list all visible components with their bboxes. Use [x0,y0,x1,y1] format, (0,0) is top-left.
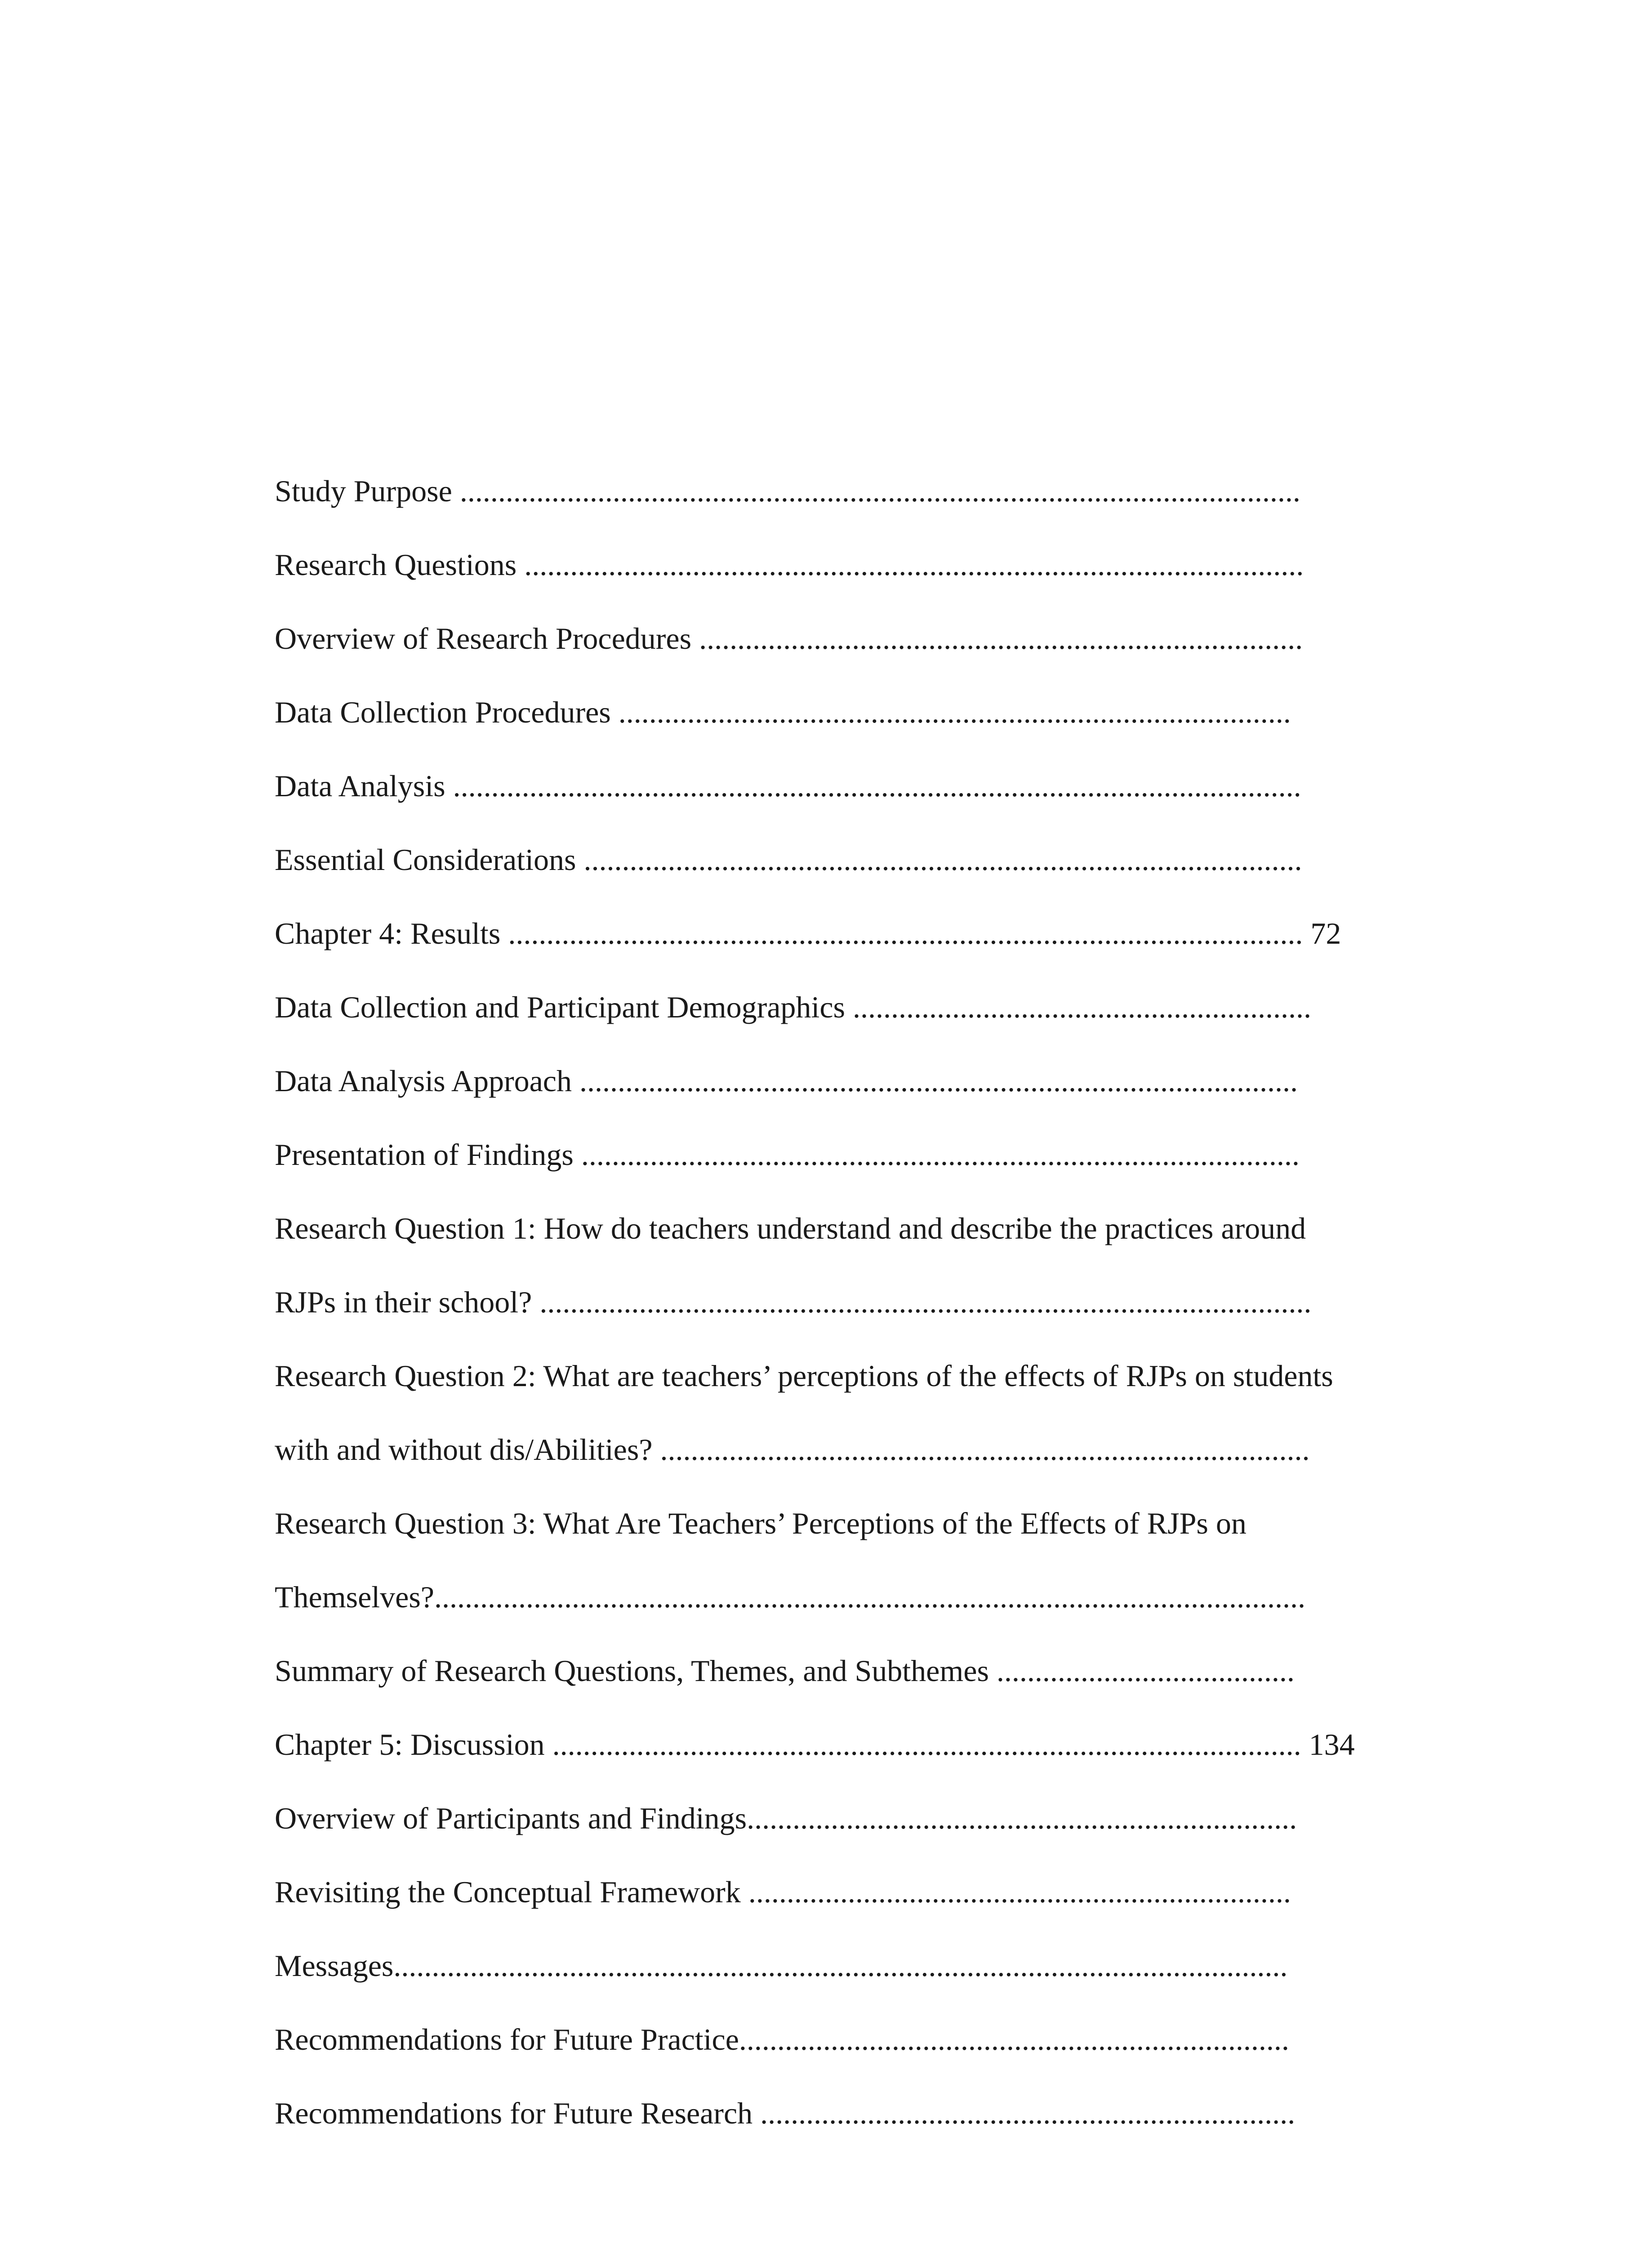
toc-entry-leader: ........................................................................................................ [508,916,1303,950]
toc-entry-leader: ............................................................................... [699,621,1303,656]
toc-entry-label: Chapter 4: Results [275,916,501,950]
toc-entry-research-questions[interactable] [275,528,1416,602]
toc-entry-leader: ........................................................................ [747,1801,1297,1835]
toc-entry-essential-considerations[interactable] [275,823,1416,897]
toc-entry-chapter-5-discussion[interactable] [275,1708,1416,1781]
toc-entry-label: Summary of Research Questions, Themes, and Subthemes [275,1654,989,1688]
toc-entry-label: Recommendations for Future Practice [275,2022,739,2056]
toc-entry-data-analysis[interactable] [275,749,1416,823]
toc-entry-research-question-1[interactable] [275,1191,1416,1265]
toc-entry-chapter-4-results[interactable] [275,897,1416,970]
toc-entry-presentation-of-findings[interactable] [275,1118,1416,1191]
toc-entry-leader: ..................................................................................... [660,1432,1310,1467]
toc-entry-label: Themselves? [275,1580,434,1614]
toc-entry-recommendations-future-practice[interactable] [275,2003,1416,2076]
toc-entry-leader: ............................................................................................................... [453,769,1301,803]
toc-entry-label: Data Analysis [275,769,445,803]
toc-entry-leader: .............................................................................................................. [459,474,1300,508]
toc-entry-leader: ........................................................................ [739,2022,1289,2056]
toc-entry-leader: ..................................................................................................................... [393,1949,1288,1983]
toc-entry-label: Messages [275,1949,394,1983]
toc-entry-leader: ............................................................ [852,990,1311,1024]
toc-entry-leader: .................................................................................................. [552,1727,1301,1762]
toc-entry-research-question-2[interactable] [275,1339,1416,1413]
toc-entry-research-question-2-cont[interactable] [275,1413,1416,1486]
toc-entry-page-number: 72 [1310,916,1341,950]
toc-entry-leader: .............................................................................................. [583,843,1302,877]
toc-entry-page-number: 134 [1309,1727,1355,1762]
toc-entry-label: Research Question 3: What Are Teachers’ Perceptions of the Effects of RJPs on [275,1506,1247,1540]
toc-entry-overview-research-procedures[interactable] [275,602,1416,675]
toc-entry-label: Research Question 2: What are teachers’ perceptions of the effects of RJPs on students [275,1359,1333,1393]
toc-entry-messages[interactable] [275,1929,1416,2003]
toc-entry-label: Overview of Participants and Findings [275,1801,747,1835]
toc-entry-label: Study Purpose [275,474,452,508]
toc-entry-data-analysis-approach[interactable] [275,1044,1416,1118]
toc-entry-research-question-3[interactable] [275,1486,1416,1560]
toc-entry-label: Presentation of Findings [275,1137,574,1172]
toc-entry-data-collection-demographics[interactable] [275,970,1416,1044]
toc-entry-label: Data Collection and Participant Demographics [275,990,845,1024]
toc-entry-label: Overview of Research Procedures [275,621,692,656]
toc-entry-label: RJPs in their school? [275,1285,532,1319]
toc-entry-overview-participants-findings[interactable] [275,1781,1416,1855]
toc-entry-leader: ....................................... [996,1654,1295,1688]
toc-entry-label: Research Questions [275,548,517,582]
toc-entry-leader: ...................................................................... [760,2096,1296,2130]
toc-entry-leader: ..................................................................................................... [539,1285,1312,1319]
toc-entry-label: Data Analysis Approach [275,1064,572,1098]
toc-entry-research-question-3-cont[interactable] [275,1560,1416,1634]
toc-entry-revisiting-conceptual-framework[interactable] [275,1855,1416,1929]
toc-entry-recommendations-future-research[interactable] [275,2076,1416,2150]
toc-entry-label: Chapter 5: Discussion [275,1727,545,1762]
toc-entry-research-question-1-cont[interactable] [275,1265,1416,1339]
table-of-contents [275,454,1416,2150]
toc-entry-label: Recommendations for Future Research [275,2096,753,2130]
toc-entry-label: Revisiting the Conceptual Framework [275,1875,741,1909]
toc-entry-label: Data Collection Procedures [275,695,611,729]
toc-entry-leader: ........................................................................................ [618,695,1291,729]
toc-entry-leader: .................................................................................................................. [434,1580,1305,1614]
toc-entry-label: with and without dis/Abilities? [275,1432,653,1467]
toc-entry-leader: ....................................................................... [748,1875,1291,1909]
toc-entry-data-collection-procedures[interactable] [275,675,1416,749]
toc-entry-leader: ...................................................................................................... [524,548,1304,582]
toc-entry-leader: .............................................................................................. [579,1064,1298,1098]
toc-entry-label: Essential Considerations [275,843,576,877]
toc-entry-study-purpose[interactable] [275,454,1416,528]
toc-entry-summary-research-questions[interactable] [275,1634,1416,1708]
toc-entry-leader: .............................................................................................. [581,1137,1300,1172]
toc-entry-label: Research Question 1: How do teachers understand and describe the practices around [275,1211,1306,1245]
